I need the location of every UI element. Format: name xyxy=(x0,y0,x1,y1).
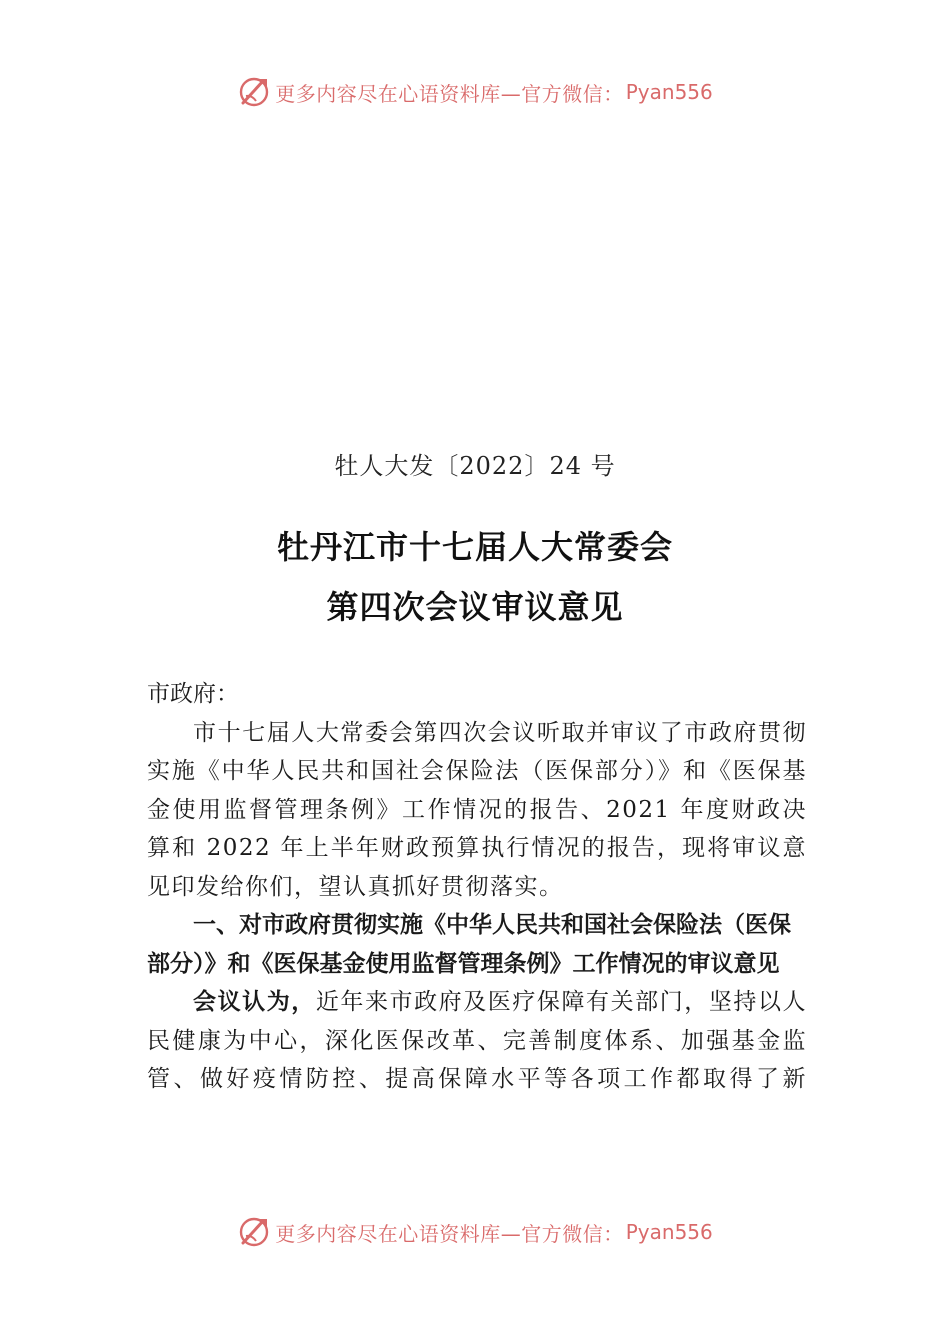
document-body xyxy=(147,675,807,1099)
watermark-footer xyxy=(0,1212,950,1252)
section-heading-1: 一、对市政府贯彻实施《中华人民共和国社会保险法（医保部分）》和《医保基金使用监督管理条例》工作情况的审议意见 xyxy=(147,912,791,977)
pen-logo-icon xyxy=(237,1215,271,1249)
paragraph-meeting-opinion xyxy=(147,983,807,1099)
paragraph-meeting-text: 近年来市政府及医疗保障有关部门，坚持以人民健康为中心，深化医保改革、完善制度体系、加强基金监管、做好疫情防控、提高保障水平等各项工作都取得了新 xyxy=(147,989,807,1092)
paragraph-intro: 市十七届人大常委会第四次会议听取并审议了市政府贯彻实施《中华人民共和国社会保险法（医保部分）》和《医保基金使用监督管理条例》工作情况的报告、2021 年度财政决算和 2022 年上半年财政预算执行情况的报告，现将审议意见印发给你们，望认真抓好贯彻落实。 xyxy=(147,719,807,900)
watermark-wechat-id: Pyan556 xyxy=(625,1220,713,1244)
watermark-text: 更多内容尽在心语资料库—官方微信： xyxy=(275,81,624,106)
salutation: 市政府： xyxy=(147,681,239,707)
document-title-line2: 第四次会议审议意见 xyxy=(326,588,624,626)
watermark-text: 更多内容尽在心语资料库—官方微信： xyxy=(275,1221,624,1246)
document-title-line1: 牡丹江市十七届人大常委会 xyxy=(276,528,673,566)
watermark-header xyxy=(0,72,950,112)
pen-logo-icon xyxy=(237,75,271,109)
document-number: 牡人大发〔2022〕24 号 xyxy=(334,452,616,480)
watermark-wechat-id: Pyan556 xyxy=(625,80,713,104)
paragraph-lead-bold: 会议认为， xyxy=(193,989,316,1015)
